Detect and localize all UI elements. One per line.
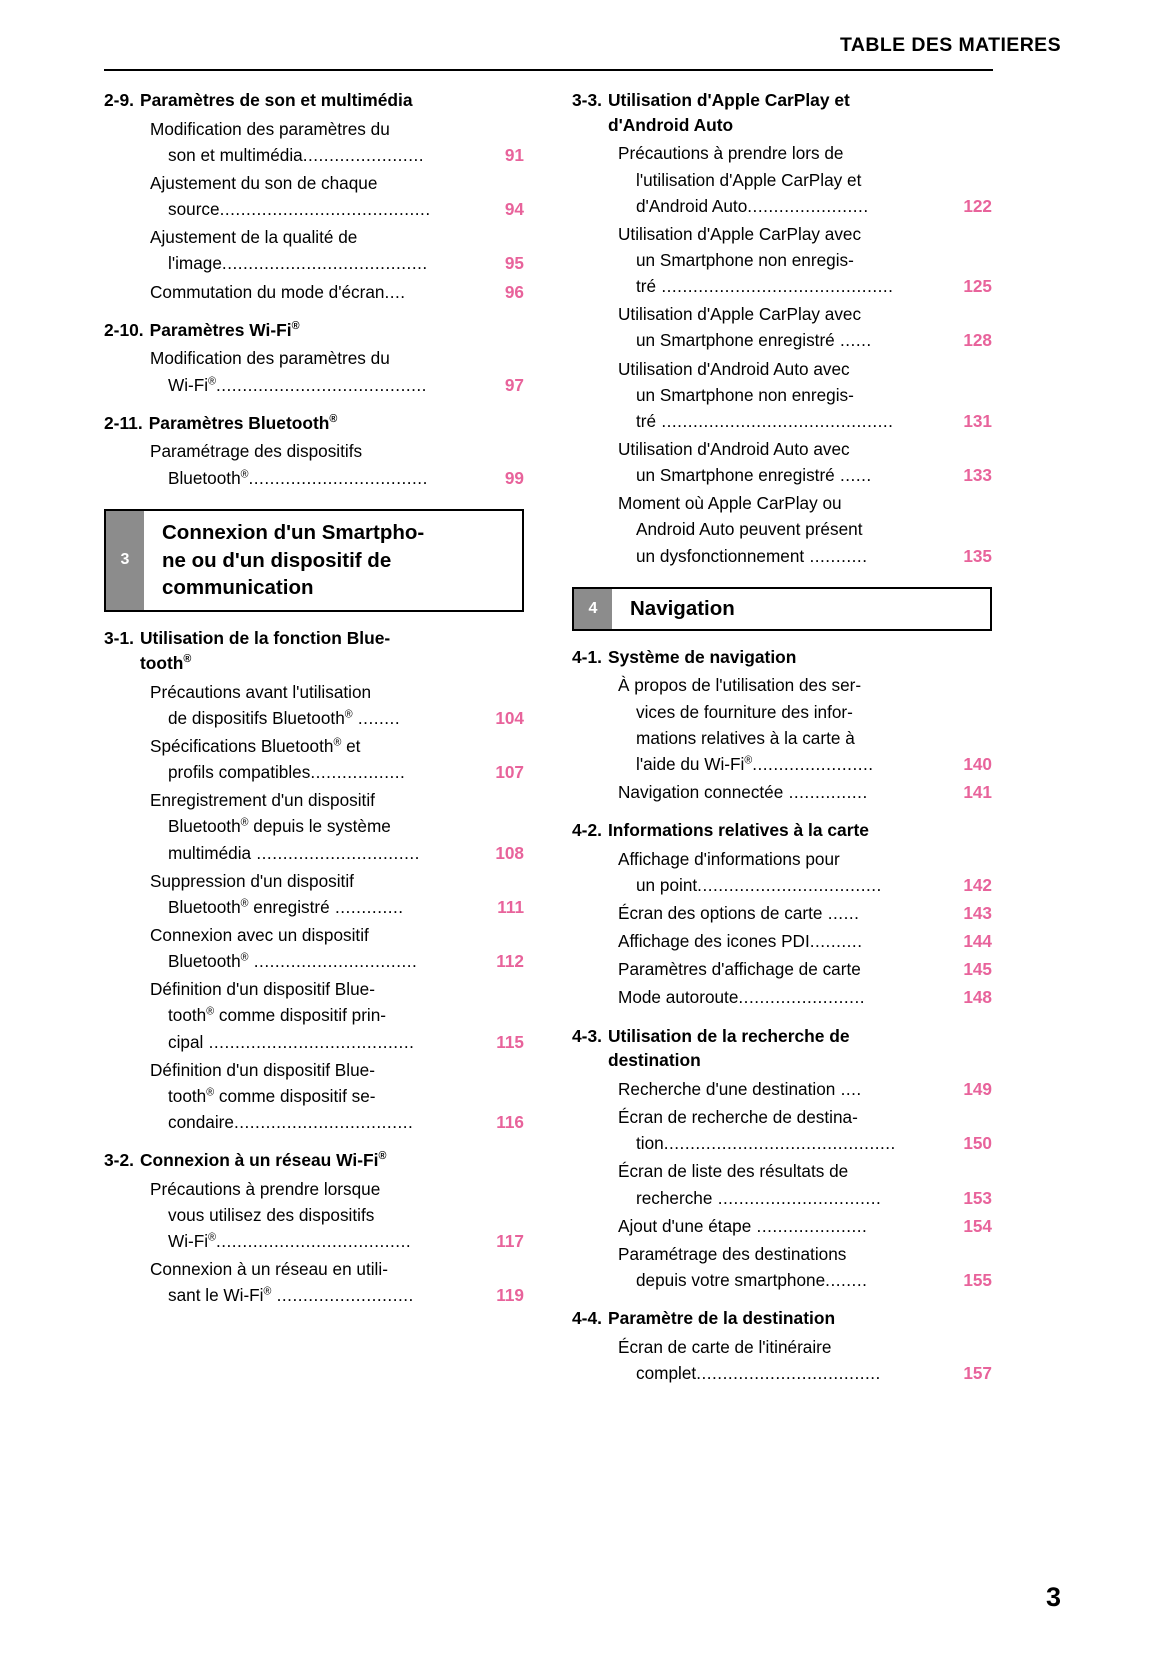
section-title: Utilisation de la fonction Blue- tooth® xyxy=(139,628,391,673)
toc-entry-page: 112 xyxy=(496,951,524,972)
toc-entry-line: Écran de recherche de destina- xyxy=(618,1107,858,1128)
toc-right-column xyxy=(572,88,992,1388)
section-title: Paramètre de la destination xyxy=(607,1308,836,1329)
toc-entry-last-line xyxy=(150,1228,524,1254)
toc-entry-page: 149 xyxy=(963,1079,992,1100)
toc-entry-last-line xyxy=(618,1360,992,1386)
toc-entry-title: Wi-Fi®..................................... xyxy=(168,1231,412,1252)
toc-entry-title: de dispositifs Bluetooth® ........ xyxy=(168,707,401,728)
toc-entry-page: 150 xyxy=(963,1133,992,1154)
toc-entry-page: 148 xyxy=(963,987,992,1008)
leader-dots: ............................................ xyxy=(656,410,894,431)
chapter-banner[interactable] xyxy=(572,587,992,631)
toc-entry-line: un Smartphone non enregis- xyxy=(636,249,854,270)
leader-dots: ........ xyxy=(825,1270,868,1290)
toc-entry-title: tion............................................ xyxy=(636,1133,896,1154)
leader-dots: ........................................ xyxy=(219,199,431,220)
toc-entry-line: Paramétrage des destinations xyxy=(618,1243,847,1264)
section-title: Paramètres Wi-Fi® xyxy=(149,319,300,340)
toc-entry-line: Bluetooth® depuis le système xyxy=(168,816,391,837)
toc-entry[interactable] xyxy=(618,984,992,1010)
toc-entry-page: 122 xyxy=(963,195,992,216)
toc-entry-line: Ajustement du son de chaque xyxy=(150,172,378,193)
toc-entry-line: tooth® comme dispositif se- xyxy=(168,1085,376,1106)
toc-entry-title: Wi-Fi®........................................ xyxy=(168,374,427,395)
toc-entry-line: tooth® comme dispositif prin- xyxy=(168,1005,387,1026)
toc-entry-page: 107 xyxy=(495,762,524,783)
section-number: 3-1. xyxy=(104,628,134,649)
toc-entry[interactable] xyxy=(150,1057,524,1135)
toc-entry-last-line xyxy=(618,543,992,569)
toc-entry[interactable] xyxy=(618,956,992,982)
toc-entry-line: vices de fourniture des infor- xyxy=(636,701,853,722)
leader-dots: ..................... xyxy=(751,1215,868,1236)
chapter-title: Connexion d'un Smartpho- ne ou d'un dispositif de communication xyxy=(162,520,425,600)
toc-entry-page: 117 xyxy=(496,1231,524,1252)
toc-entry[interactable] xyxy=(150,224,524,276)
toc-entry-page: 119 xyxy=(496,1285,524,1306)
toc-entry-title: un dysfonctionnement ........... xyxy=(636,545,868,566)
toc-entry[interactable] xyxy=(618,356,992,434)
toc-entry[interactable] xyxy=(150,922,524,974)
leader-dots: ............................................ xyxy=(663,1133,896,1154)
section-number: 2-11. xyxy=(104,412,143,433)
toc-entry-last-line xyxy=(618,751,992,777)
toc-entry-title: depuis votre smartphone........ xyxy=(636,1270,868,1290)
toc-entry[interactable] xyxy=(150,787,524,865)
section-title: Connexion à un réseau Wi-Fi® xyxy=(139,1150,387,1171)
toc-entry[interactable] xyxy=(150,170,524,222)
toc-entry-last-line xyxy=(618,984,992,1010)
header-divider xyxy=(104,69,993,71)
toc-entry-title: Bluetooth® ............................... xyxy=(168,951,418,972)
toc-entry[interactable] xyxy=(618,301,992,353)
toc-section-heading xyxy=(572,1306,992,1331)
toc-entry-line: Connexion à un réseau en utili- xyxy=(150,1259,388,1280)
toc-entry-last-line xyxy=(618,900,992,926)
toc-entry-title: Écran des options de carte ...... xyxy=(618,903,860,924)
toc-entry-line: Utilisation d'Android Auto avec xyxy=(618,358,850,379)
toc-entry-title: Bluetooth®.................................. xyxy=(168,467,428,488)
section-title: Paramètres Bluetooth® xyxy=(148,412,338,433)
leader-dots: ............. xyxy=(329,896,404,917)
toc-entry-last-line xyxy=(618,1267,992,1293)
leader-dots: .................................. xyxy=(233,1111,414,1132)
toc-entry-line: Définition d'un dispositif Blue- xyxy=(150,979,375,1000)
toc-entry-title: multimédia ............................... xyxy=(168,842,420,863)
toc-entry-title: Commutation du mode d'écran.... xyxy=(150,281,406,302)
toc-entry-page: 141 xyxy=(963,781,992,802)
toc-section-heading xyxy=(572,88,992,137)
toc-entry-page: 135 xyxy=(963,545,992,566)
toc-entry-last-line xyxy=(150,759,524,785)
chapter-number-badge: 3 xyxy=(106,511,144,611)
toc-entry-title: un point................................... xyxy=(636,874,882,895)
leader-dots: .......... xyxy=(809,931,863,952)
leader-dots: ........................ xyxy=(738,987,866,1008)
toc-entry[interactable] xyxy=(618,221,992,299)
section-number: 4-4. xyxy=(572,1308,602,1329)
toc-entry-title: un Smartphone enregistré ...... xyxy=(636,330,872,351)
toc-entry-title: tré ............................................ xyxy=(636,410,894,431)
toc-section-heading xyxy=(104,626,524,675)
toc-entry-line: Écran de carte de l'itinéraire xyxy=(618,1336,832,1357)
toc-entry-last-line xyxy=(150,948,524,974)
section-title: Paramètres de son et multimédia xyxy=(139,90,413,110)
toc-entry-page: 95 xyxy=(504,253,524,274)
toc-entry-title: cipal ....................................... xyxy=(168,1031,415,1052)
toc-entry-line: Connexion avec un dispositif xyxy=(150,924,369,945)
leader-dots: ........ xyxy=(352,707,401,728)
toc-entry-page: 157 xyxy=(963,1362,992,1383)
section-number: 3-3. xyxy=(572,90,602,110)
leader-dots: ................................... xyxy=(696,1362,881,1383)
toc-entry[interactable] xyxy=(618,1104,992,1156)
section-title: Informations relatives à la carte xyxy=(607,820,869,841)
toc-entry-line: Spécifications Bluetooth® et xyxy=(150,735,361,756)
section-title: Utilisation de la recherche de destination xyxy=(607,1025,850,1071)
toc-entry[interactable] xyxy=(150,868,524,920)
toc-entry[interactable] xyxy=(618,1076,992,1102)
toc-entry-last-line xyxy=(618,327,992,353)
toc-entry-line: un Smartphone non enregis- xyxy=(636,384,854,405)
toc-entry-page: 111 xyxy=(497,896,524,917)
toc-section-heading xyxy=(572,1024,992,1073)
section-number: 2-9. xyxy=(104,90,134,110)
toc-entry-page: 97 xyxy=(504,374,524,395)
toc-entry-last-line xyxy=(618,1185,992,1211)
toc-entry-last-line xyxy=(150,250,524,276)
leader-dots: ...... xyxy=(834,330,872,351)
toc-entry-title: un Smartphone enregistré ...... xyxy=(636,465,872,486)
toc-entry[interactable] xyxy=(150,116,524,168)
chapter-number-badge: 4 xyxy=(574,589,612,629)
toc-entry[interactable] xyxy=(150,1176,524,1254)
toc-entry-line: Précautions avant l'utilisation xyxy=(150,681,372,702)
leader-dots: ...... xyxy=(822,903,860,924)
toc-entry-title: complet................................... xyxy=(636,1362,881,1383)
toc-entry-last-line xyxy=(150,1109,524,1135)
leader-dots: ............................... xyxy=(251,842,420,863)
toc-entry-page: 142 xyxy=(963,874,992,895)
toc-entry-line: Affichage d'informations pour xyxy=(618,848,840,869)
toc-entry-line: Écran de liste des résultats de xyxy=(618,1161,849,1182)
toc-entry-title: source........................................ xyxy=(168,199,431,220)
leader-dots: ...... xyxy=(834,465,872,486)
toc-entry-title: Paramètres d'affichage de carte xyxy=(618,959,861,980)
toc-entry-page: 99 xyxy=(504,467,524,488)
toc-entry-last-line xyxy=(150,894,524,920)
section-title: Système de navigation xyxy=(607,646,797,667)
toc-entry-last-line xyxy=(150,142,524,168)
toc-entry-title: profils compatibles.................. xyxy=(168,762,406,783)
toc-entry-line: Enregistrement d'un dispositif xyxy=(150,790,375,811)
toc-entry-last-line xyxy=(618,1076,992,1102)
toc-entry-page: 91 xyxy=(504,144,524,165)
toc-entry-line: mations relatives à la carte à xyxy=(636,727,855,748)
toc-entry-last-line xyxy=(150,705,524,731)
section-number: 2-10. xyxy=(104,319,144,340)
toc-entry-line: Paramétrage des dispositifs xyxy=(150,441,363,462)
toc-entry-line: Android Auto peuvent présent xyxy=(636,519,863,540)
toc-entry-title: Navigation connectée ............... xyxy=(618,781,868,802)
leader-dots: ....................... xyxy=(747,195,869,216)
toc-entry-page: 154 xyxy=(963,1215,992,1236)
toc-entry-page: 115 xyxy=(496,1031,524,1052)
toc-entry-line: Suppression d'un dispositif xyxy=(150,870,354,891)
toc-section-heading xyxy=(104,411,524,436)
toc-entry-title: Bluetooth® enregistré ............. xyxy=(168,896,404,917)
toc-entry-title: d'Android Auto....................... xyxy=(636,195,869,216)
leader-dots: ....................... xyxy=(752,753,874,774)
toc-entry[interactable] xyxy=(618,490,992,568)
leader-dots: ........................................ xyxy=(215,374,427,395)
toc-section-heading xyxy=(572,818,992,843)
toc-entry-page: 128 xyxy=(963,330,992,351)
toc-entry-last-line xyxy=(618,779,992,805)
toc-columns xyxy=(104,88,993,1388)
chapter-title: Navigation xyxy=(630,596,735,620)
leader-dots: ..................................... xyxy=(215,1231,412,1252)
toc-entry-page: 94 xyxy=(504,199,524,220)
toc-entry[interactable] xyxy=(150,1256,524,1308)
toc-entry-last-line xyxy=(150,372,524,398)
toc-entry-title: tré ............................................ xyxy=(636,276,894,297)
toc-left-column xyxy=(104,88,524,1388)
toc-entry-page: 140 xyxy=(963,753,992,774)
toc-entry-last-line xyxy=(618,193,992,219)
toc-entry-line: Moment où Apple CarPlay ou xyxy=(618,493,842,514)
toc-entry-page: 153 xyxy=(963,1187,992,1208)
toc-entry-last-line xyxy=(150,465,524,491)
toc-entry-line: Utilisation d'Apple CarPlay avec xyxy=(618,304,862,325)
toc-entry[interactable] xyxy=(618,1213,992,1239)
page-number: 3 xyxy=(1045,1582,1061,1612)
toc-section-heading xyxy=(104,318,524,343)
toc-entry-page: 131 xyxy=(963,410,992,431)
toc-entry-last-line xyxy=(150,1029,524,1055)
section-number: 4-2. xyxy=(572,820,602,841)
toc-entry-last-line xyxy=(150,279,524,305)
toc-entry-line: Définition d'un dispositif Blue- xyxy=(150,1059,375,1080)
section-title: Utilisation d'Apple CarPlay et d'Android Auto xyxy=(607,90,850,135)
toc-entry-line: Précautions à prendre lorsque xyxy=(150,1178,381,1199)
toc-entry[interactable] xyxy=(618,846,992,898)
leader-dots: .... xyxy=(835,1079,862,1100)
toc-entry-line: Modification des paramètres du xyxy=(150,118,390,139)
section-number: 3-2. xyxy=(104,1150,134,1171)
toc-entry[interactable] xyxy=(618,779,992,805)
toc-entry-last-line xyxy=(618,1130,992,1156)
toc-entry-line: l'utilisation d'Apple CarPlay et xyxy=(636,169,862,190)
toc-entry[interactable] xyxy=(150,679,524,731)
toc-entry-last-line xyxy=(150,1282,524,1308)
toc-entry-title: l'aide du Wi-Fi®....................... xyxy=(636,753,874,774)
toc-entry[interactable] xyxy=(618,900,992,926)
toc-entry-title: l'image....................................... xyxy=(168,253,428,274)
toc-entry-title: condaire.................................. xyxy=(168,1111,414,1132)
leader-dots: .... xyxy=(384,281,406,302)
toc-entry[interactable] xyxy=(618,140,992,218)
toc-entry-last-line xyxy=(618,462,992,488)
leader-dots: ............................................ xyxy=(656,276,894,297)
leader-dots: ....................................... xyxy=(221,253,428,274)
toc-entry-title: Recherche d'une destination .... xyxy=(618,1079,862,1100)
toc-entry[interactable] xyxy=(618,672,992,777)
toc-entry-page: 143 xyxy=(963,903,992,924)
toc-section-heading xyxy=(572,645,992,670)
toc-entry-line: Précautions à prendre lors de xyxy=(618,143,844,164)
toc-entry-title: Mode autoroute........................ xyxy=(618,987,866,1008)
toc-entry-last-line xyxy=(618,956,992,982)
toc-entry-line: Utilisation d'Android Auto avec xyxy=(618,438,850,459)
page-header: TABLE DES MATIERES xyxy=(840,34,1061,56)
leader-dots: .................................. xyxy=(248,467,428,488)
section-number: 4-3. xyxy=(572,1025,602,1046)
toc-entry-last-line xyxy=(618,872,992,898)
toc-entry-last-line xyxy=(618,928,992,954)
leader-dots: ............................... xyxy=(712,1187,882,1208)
toc-entry-title: recherche ............................... xyxy=(636,1187,882,1208)
toc-entry-title: Ajout d'une étape ..................... xyxy=(618,1215,868,1236)
toc-entry-line: Ajustement de la qualité de xyxy=(150,227,358,248)
leader-dots: ........... xyxy=(804,545,868,566)
toc-entry[interactable] xyxy=(618,1241,992,1293)
leader-dots: .......................... xyxy=(271,1285,414,1306)
toc-entry-title: sant le Wi-Fi® .......................... xyxy=(168,1285,414,1306)
toc-entry-page: 144 xyxy=(963,931,992,952)
toc-entry[interactable] xyxy=(618,436,992,488)
toc-section-heading xyxy=(104,1148,524,1173)
toc-entry-page: 108 xyxy=(495,842,524,863)
toc-entry[interactable] xyxy=(150,976,524,1054)
toc-entry-last-line xyxy=(150,196,524,222)
toc-entry-line: vous utilisez des dispositifs xyxy=(168,1204,375,1225)
toc-entry-page: 145 xyxy=(963,959,992,980)
toc-section-heading xyxy=(104,88,524,113)
chapter-banner[interactable] xyxy=(104,509,524,613)
toc-entry-title: son et multimédia....................... xyxy=(168,144,425,165)
toc-entry-line: Modification des paramètres du xyxy=(150,348,390,369)
toc-entry[interactable] xyxy=(150,438,524,490)
leader-dots: ............................... xyxy=(248,951,418,972)
toc-entry-title: Affichage des icones PDI.......... xyxy=(618,931,863,952)
section-number: 4-1. xyxy=(572,646,602,667)
toc-entry[interactable] xyxy=(150,345,524,397)
leader-dots: ....................... xyxy=(302,144,425,165)
toc-entry-page: 133 xyxy=(963,465,992,486)
toc-entry-last-line xyxy=(150,840,524,866)
toc-entry-page: 104 xyxy=(495,707,524,728)
toc-entry-page: 155 xyxy=(963,1270,992,1290)
leader-dots: ................................... xyxy=(697,874,882,895)
toc-entry[interactable] xyxy=(150,279,524,305)
toc-entry[interactable] xyxy=(150,733,524,785)
leader-dots: ............... xyxy=(783,781,868,802)
leader-dots: ....................................... xyxy=(203,1031,415,1052)
toc-entry-last-line xyxy=(618,408,992,434)
toc-entry-page: 96 xyxy=(504,281,524,302)
toc-entry-page: 125 xyxy=(963,276,992,297)
toc-entry-last-line xyxy=(618,1213,992,1239)
toc-entry-last-line xyxy=(618,273,992,299)
toc-entry[interactable] xyxy=(618,928,992,954)
toc-entry-page: 116 xyxy=(496,1111,524,1132)
toc-entry[interactable] xyxy=(618,1334,992,1386)
toc-entry-line: Utilisation d'Apple CarPlay avec xyxy=(618,223,862,244)
leader-dots: .................. xyxy=(310,762,406,783)
toc-entry[interactable] xyxy=(618,1158,992,1210)
toc-entry-line: À propos de l'utilisation des ser- xyxy=(618,675,862,696)
